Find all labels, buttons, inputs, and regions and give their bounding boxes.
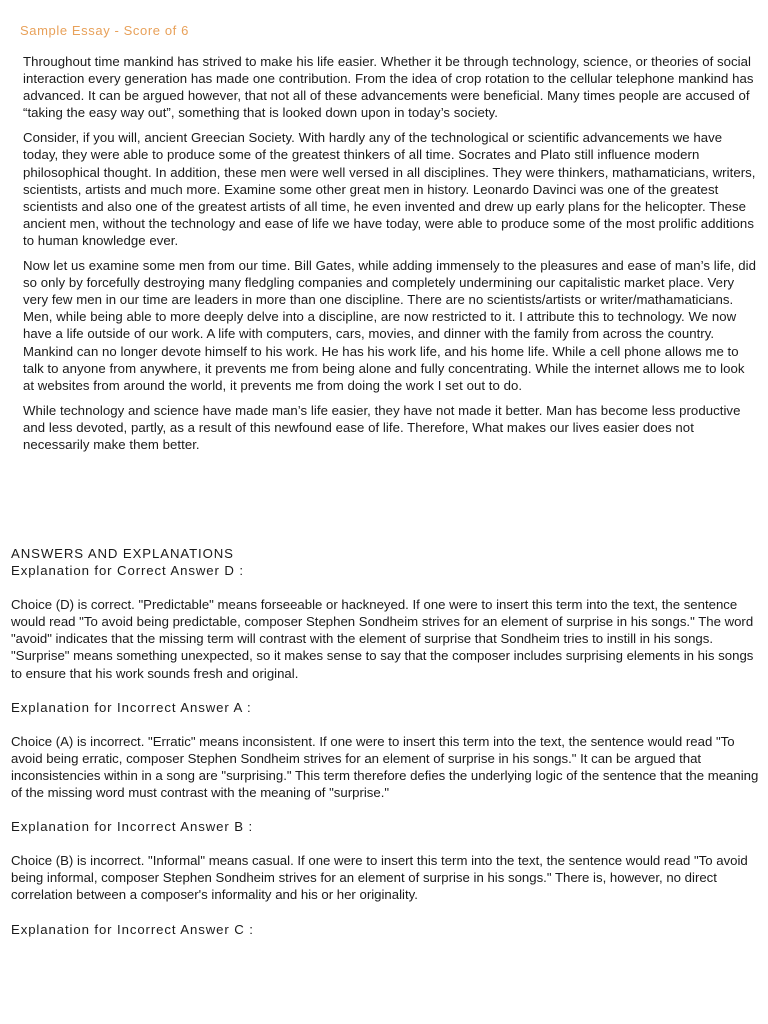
spacer [11,579,761,596]
spacer [11,904,761,921]
spacer [11,716,761,733]
correct-answer-label: Explanation for Correct Answer D : [11,563,244,579]
answers-section [11,545,761,938]
essay-paragraph: Throughout time mankind has strived to make his life easier. Whether it be through technology, science, or theories of social interaction every generation has made one contribution. From the idea of crop rotation to the cellular telephone mankind has advanced. It can be argued however, that not all of these advancements were beneficial. Many times people are accused of “taking the easy way out”, something that is looked down upon in today’s society. [23,54,754,121]
incorrect-answer-a-label: Explanation for Incorrect Answer A : [11,699,252,715]
essay-body [23,53,757,461]
essay-paragraph: Now let us examine some men from our time. Bill Gates, while adding immensely to the pleasures and ease of man’s life, did so only by forcefully destroying many fledgling companies and completely undermining our capitalistic market place. Very very few men in our time are leaders in more than one discipline. There are no scientists/artists or writer/mathamaticians. Men, while being able to more deeply delve into a discipline, are now restricted to it. I attribute this to technology. We now have a life outside of our work. A life with computers, cars, movies, and dinner with the family from across the country. Mankind can no longer devote himself to his work. He has his work life, and his home life. While a cell phone allows me to talk to anyone from anywhere, it prevents me from being alone and fully concentrating. While the internet allows me to look at websites from around the world, it prevents me from doing the work I set out to do. [23,258,756,393]
spacer [11,682,761,699]
essay-title: Sample Essay - Score of 6 [20,23,189,38]
correct-answer-text: Choice (D) is correct. "Predictable" means forseeable or hackneyed. If one were to insert this term into the text, the sentence would read "To avoid being predictable, composer Stephen Sondheim strives for an element of surprise in his songs." The word "avoid" indicates that the missing term will contrast with the element of surprise that Sondheim tries to instill in his songs. "Surprise" means something unexpected, so it makes sense to say that the composer includes surprising elements in his songs to ensure that his work sounds fresh and original. [11,597,754,681]
answers-heading: ANSWERS AND EXPLANATIONS [11,546,234,561]
incorrect-answer-a-text: Choice (A) is incorrect. "Erratic" means inconsistent. If one were to insert this term into the text, the sentence would read "To avoid being erratic, composer Stephen Sondheim strives for an element of surprise in his songs." It can be argued that inconsistencies within in a song are "surprising." This term therefore defies the underlying logic of the sentence that the meaning of the missing word must contrast with the meaning of "surprise." [11,733,759,801]
spacer [11,801,761,818]
essay-paragraph: Consider, if you will, ancient Greecian Society. With hardly any of the technological or scientific advancements we have today, they were able to produce some of the greatest thinkers of all time. Socrates and Plato still influence modern philosophical thought. In addition, these men were well versed in all disciplines. They were thinkers, mathamaticians, writers, scientists, artists and much more. Examine some other great men in history. Leonardo Davinci was one of the greatest scientists and also one of the greatest artists of all time, he even invented and drew up early plans for the helicopter. These ancient men, without the technology and ease of life we have today, were able to produce some of the most prolific additions to human knowledge ever. [23,130,756,248]
incorrect-answer-b-text: Choice (B) is incorrect. "Informal" means casual. If one were to insert this term into the text, the sentence would read "To avoid being informal, composer Stephen Sondheim strives for an element of surprise in his songs." There is, however, no direct correlation between a composer's informality and his or her originality. [11,853,748,903]
spacer [11,835,761,852]
incorrect-answer-c-label: Explanation for Incorrect Answer C : [11,921,254,937]
essay-paragraph: While technology and science have made man’s life easier, they have not made it better. Man has become less productive and less devoted, partly, as a result of this newfound ease of life. Therefore, What makes our lives easier does not necessarily make them better. [23,402,741,452]
incorrect-answer-b-label: Explanation for Incorrect Answer B : [11,819,254,835]
